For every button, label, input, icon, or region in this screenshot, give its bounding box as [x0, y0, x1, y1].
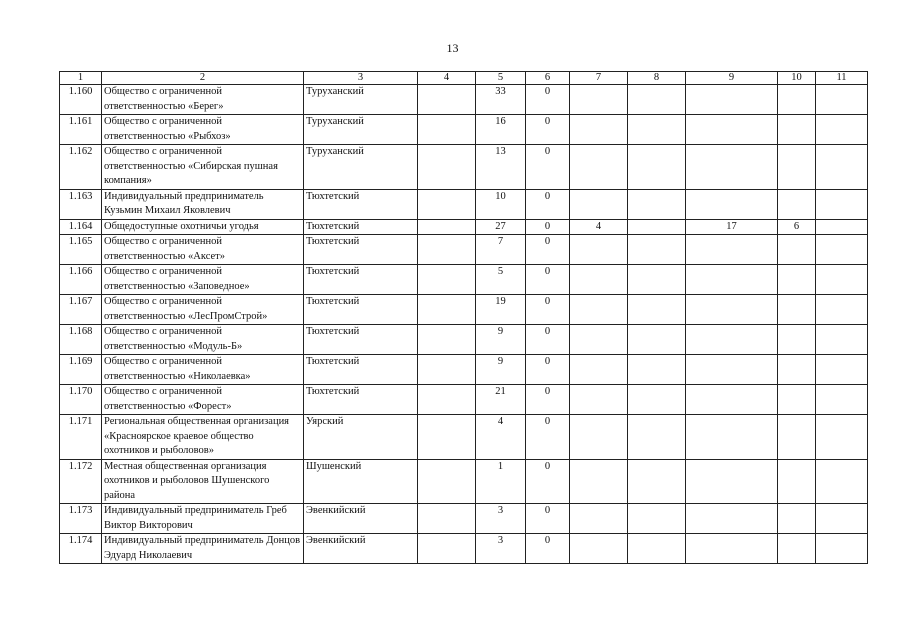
- table-row: [60, 295, 868, 325]
- col-7-value: [570, 235, 628, 265]
- district-name: Эвенкийский: [304, 504, 418, 534]
- col-8-value: [628, 385, 686, 415]
- column-header: 10: [778, 72, 816, 85]
- user-name: Региональная общественная организация «Красноярское краевое общество охотников и рыболовов»: [102, 415, 304, 460]
- col-5-value: 4: [476, 415, 526, 460]
- col-11-value: [816, 325, 868, 355]
- table-row: [60, 219, 868, 235]
- col-4-value: [418, 189, 476, 219]
- col-10-value: 6: [778, 219, 816, 235]
- col-4-value: [418, 459, 476, 504]
- col-4-value: [418, 145, 476, 190]
- col-11-value: [816, 504, 868, 534]
- col-8-value: [628, 295, 686, 325]
- col-6-value: 0: [526, 459, 570, 504]
- col-6-value: 0: [526, 115, 570, 145]
- col-7-value: [570, 504, 628, 534]
- col-8-value: [628, 219, 686, 235]
- col-6-value: 0: [526, 189, 570, 219]
- row-number: 1.160: [60, 85, 102, 115]
- user-name: Общедоступные охотничьи угодья: [102, 219, 304, 235]
- user-name: Общество с ограниченной ответственностью «Сибирская пушная компания»: [102, 145, 304, 190]
- col-4-value: [418, 219, 476, 235]
- col-10-value: [778, 115, 816, 145]
- col-10-value: [778, 355, 816, 385]
- col-7-value: [570, 85, 628, 115]
- col-8-value: [628, 115, 686, 145]
- col-8-value: [628, 325, 686, 355]
- col-10-value: [778, 189, 816, 219]
- col-11-value: [816, 295, 868, 325]
- user-name: Местная общественная организация охотников и рыболовов Шушенского района: [102, 459, 304, 504]
- table-body: [60, 85, 868, 564]
- col-6-value: 0: [526, 355, 570, 385]
- col-5-value: 9: [476, 325, 526, 355]
- col-8-value: [628, 534, 686, 564]
- col-9-value: [686, 534, 778, 564]
- col-8-value: [628, 415, 686, 460]
- col-11-value: [816, 355, 868, 385]
- user-name: Общество с ограниченной ответственностью «Заповедное»: [102, 265, 304, 295]
- column-header: 11: [816, 72, 868, 85]
- col-10-value: [778, 504, 816, 534]
- user-name: Индивидуальный предприниматель Кузьмин Михаил Яковлевич: [102, 189, 304, 219]
- col-9-value: [686, 415, 778, 460]
- col-11-value: [816, 415, 868, 460]
- col-4-value: [418, 534, 476, 564]
- col-10-value: [778, 265, 816, 295]
- col-9-value: [686, 295, 778, 325]
- col-6-value: 0: [526, 235, 570, 265]
- district-name: Тюхтетский: [304, 325, 418, 355]
- col-9-value: 17: [686, 219, 778, 235]
- header-row: [60, 72, 868, 85]
- col-10-value: [778, 385, 816, 415]
- page-number: 13: [446, 41, 459, 55]
- col-11-value: [816, 235, 868, 265]
- col-10-value: [778, 459, 816, 504]
- col-7-value: [570, 355, 628, 385]
- column-header: 3: [304, 72, 418, 85]
- col-9-value: [686, 459, 778, 504]
- col-5-value: 16: [476, 115, 526, 145]
- table-header: [60, 72, 868, 85]
- col-5-value: 13: [476, 145, 526, 190]
- col-6-value: 0: [526, 295, 570, 325]
- hunting-grounds-table: [59, 71, 868, 564]
- row-number: 1.171: [60, 415, 102, 460]
- col-10-value: [778, 534, 816, 564]
- col-5-value: 10: [476, 189, 526, 219]
- col-9-value: [686, 235, 778, 265]
- user-name: Общество с ограниченной ответственностью «Аксет»: [102, 235, 304, 265]
- col-11-value: [816, 189, 868, 219]
- col-4-value: [418, 325, 476, 355]
- col-9-value: [686, 265, 778, 295]
- col-10-value: [778, 415, 816, 460]
- col-11-value: [816, 265, 868, 295]
- col-4-value: [418, 265, 476, 295]
- district-name: Тюхтетский: [304, 295, 418, 325]
- col-5-value: 33: [476, 85, 526, 115]
- table-row: [60, 459, 868, 504]
- table-row: [60, 504, 868, 534]
- district-name: Шушенский: [304, 459, 418, 504]
- col-8-value: [628, 504, 686, 534]
- col-7-value: [570, 459, 628, 504]
- col-7-value: [570, 115, 628, 145]
- col-8-value: [628, 145, 686, 190]
- col-7-value: [570, 534, 628, 564]
- district-name: Уярский: [304, 415, 418, 460]
- col-10-value: [778, 295, 816, 325]
- col-9-value: [686, 189, 778, 219]
- col-9-value: [686, 355, 778, 385]
- user-name: Общество с ограниченной ответственностью «Рыбхоз»: [102, 115, 304, 145]
- user-name: Общество с ограниченной ответственностью «Модуль-Б»: [102, 325, 304, 355]
- col-9-value: [686, 115, 778, 145]
- col-10-value: [778, 145, 816, 190]
- col-6-value: 0: [526, 265, 570, 295]
- column-header: 4: [418, 72, 476, 85]
- col-7-value: [570, 385, 628, 415]
- table-row: [60, 534, 868, 564]
- col-6-value: 0: [526, 219, 570, 235]
- col-7-value: [570, 189, 628, 219]
- col-8-value: [628, 235, 686, 265]
- district-name: Тюхтетский: [304, 189, 418, 219]
- column-header: 7: [570, 72, 628, 85]
- col-7-value: [570, 295, 628, 325]
- table-row: [60, 115, 868, 145]
- district-name: Эвенкийский: [304, 534, 418, 564]
- user-name: Общество с ограниченной ответственностью «ЛесПромСтрой»: [102, 295, 304, 325]
- col-11-value: [816, 459, 868, 504]
- col-6-value: 0: [526, 415, 570, 460]
- col-8-value: [628, 265, 686, 295]
- row-number: 1.166: [60, 265, 102, 295]
- table-row: [60, 189, 868, 219]
- col-7-value: [570, 145, 628, 190]
- column-header: 2: [102, 72, 304, 85]
- column-header: 1: [60, 72, 102, 85]
- col-8-value: [628, 85, 686, 115]
- col-5-value: 9: [476, 355, 526, 385]
- row-number: 1.162: [60, 145, 102, 190]
- col-8-value: [628, 459, 686, 504]
- user-name: Общество с ограниченной ответственностью «Берег»: [102, 85, 304, 115]
- col-9-value: [686, 385, 778, 415]
- column-header: 6: [526, 72, 570, 85]
- district-name: Тюхтетский: [304, 355, 418, 385]
- district-name: Тюхтетский: [304, 235, 418, 265]
- table-row: [60, 355, 868, 385]
- user-name: Общество с ограниченной ответственностью «Форест»: [102, 385, 304, 415]
- col-5-value: 21: [476, 385, 526, 415]
- col-6-value: 0: [526, 534, 570, 564]
- district-name: Туруханский: [304, 85, 418, 115]
- col-11-value: [816, 534, 868, 564]
- col-10-value: [778, 85, 816, 115]
- row-number: 1.163: [60, 189, 102, 219]
- table-row: [60, 415, 868, 460]
- row-number: 1.174: [60, 534, 102, 564]
- district-name: Тюхтетский: [304, 385, 418, 415]
- row-number: 1.172: [60, 459, 102, 504]
- row-number: 1.167: [60, 295, 102, 325]
- table-row: [60, 85, 868, 115]
- col-7-value: 4: [570, 219, 628, 235]
- row-number: 1.168: [60, 325, 102, 355]
- column-header: 5: [476, 72, 526, 85]
- col-5-value: 27: [476, 219, 526, 235]
- column-header: 8: [628, 72, 686, 85]
- col-5-value: 5: [476, 265, 526, 295]
- district-name: Тюхтетский: [304, 219, 418, 235]
- col-11-value: [816, 145, 868, 190]
- col-4-value: [418, 355, 476, 385]
- col-5-value: 19: [476, 295, 526, 325]
- col-4-value: [418, 385, 476, 415]
- table-row: [60, 265, 868, 295]
- user-name: Индивидуальный предприниматель Донцов Эдуард Николаевич: [102, 534, 304, 564]
- col-8-value: [628, 189, 686, 219]
- district-name: Тюхтетский: [304, 265, 418, 295]
- col-11-value: [816, 115, 868, 145]
- col-11-value: [816, 219, 868, 235]
- col-4-value: [418, 504, 476, 534]
- col-4-value: [418, 295, 476, 325]
- col-9-value: [686, 145, 778, 190]
- column-header: 9: [686, 72, 778, 85]
- table-row: [60, 385, 868, 415]
- col-8-value: [628, 355, 686, 385]
- row-number: 1.173: [60, 504, 102, 534]
- col-4-value: [418, 415, 476, 460]
- col-10-value: [778, 325, 816, 355]
- col-5-value: 7: [476, 235, 526, 265]
- col-5-value: 3: [476, 504, 526, 534]
- row-number: 1.170: [60, 385, 102, 415]
- col-7-value: [570, 265, 628, 295]
- table-row: [60, 235, 868, 265]
- district-name: Туруханский: [304, 145, 418, 190]
- col-5-value: 3: [476, 534, 526, 564]
- col-6-value: 0: [526, 325, 570, 355]
- col-9-value: [686, 85, 778, 115]
- col-10-value: [778, 235, 816, 265]
- row-number: 1.161: [60, 115, 102, 145]
- col-11-value: [816, 85, 868, 115]
- col-6-value: 0: [526, 85, 570, 115]
- row-number: 1.165: [60, 235, 102, 265]
- row-number: 1.169: [60, 355, 102, 385]
- col-5-value: 1: [476, 459, 526, 504]
- table-row: [60, 145, 868, 190]
- table-row: [60, 325, 868, 355]
- col-9-value: [686, 325, 778, 355]
- col-7-value: [570, 415, 628, 460]
- col-6-value: 0: [526, 385, 570, 415]
- user-name: Общество с ограниченной ответственностью «Николаевка»: [102, 355, 304, 385]
- user-name: Индивидуальный предприниматель Греб Виктор Викторович: [102, 504, 304, 534]
- col-6-value: 0: [526, 504, 570, 534]
- col-4-value: [418, 115, 476, 145]
- col-7-value: [570, 325, 628, 355]
- col-9-value: [686, 504, 778, 534]
- col-11-value: [816, 385, 868, 415]
- col-4-value: [418, 235, 476, 265]
- col-4-value: [418, 85, 476, 115]
- district-name: Туруханский: [304, 115, 418, 145]
- row-number: 1.164: [60, 219, 102, 235]
- col-6-value: 0: [526, 145, 570, 190]
